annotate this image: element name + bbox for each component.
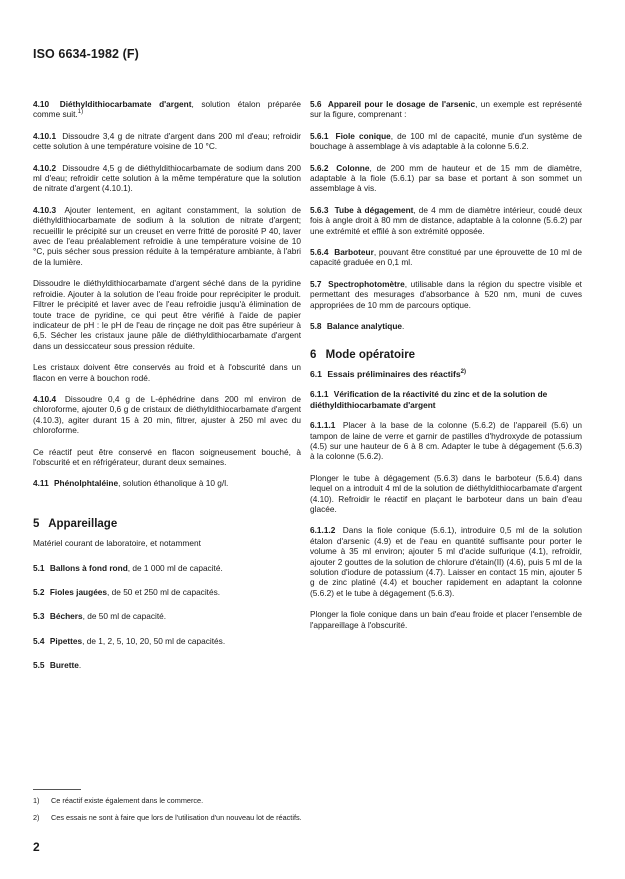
footnotes — [33, 796, 593, 830]
clause-5-4: 5.4 Pipettes, de 1, 2, 5, 10, 20, 50 ml de capacités. — [33, 635, 226, 646]
clause-5-2: 5.2 Fioles jaugées, de 50 et 250 ml de capacités. — [33, 587, 221, 597]
left-column — [33, 99, 301, 685]
clause-5-7: 5.7 Spectrophotomètre, utilisable dans la région du spectre visible et permettant des mesurages d'absorbance à 520 nm, muni de cuves appropriées de 10 mm de parcours optique. — [310, 278, 582, 310]
clause-5-1: 5.1 Ballons à fond rond, de 1 000 ml de capacité. — [33, 562, 223, 573]
clause-4-10: 4.10 Diéthyldithiocarbamate d'argent, solution étalon préparée comme suit.$^{1)}$ — [33, 99, 301, 120]
paragraph-crystals: Les cristaux doivent être conservés au froid et à l'obscurité dans un flacon en verre à bouchon rodé. — [33, 362, 301, 383]
footnote-ref: 2) — [460, 369, 466, 376]
clause-4-10-4: 4.10.4 Dissoudre 0,4 g de L-éphédrine dans 200 ml environ de chloroforme, ajouter 0,6 g de cristaux de diéthyldithiocarbamate d'argent (4.10.3), agiter durant 15 à 20 min, filtrer, ajuster à 250 ml avec du chloroforme. — [33, 393, 301, 436]
paragraph-storage: Ce réactif peut être conservé en flacon soigneusement bouché, à l'obscurité et en réfrigérateur, durant deux semaines. — [33, 446, 301, 467]
clause-5-6-1: 5.6.1 Fiole conique, de 100 ml de capacité, munie d'un système de bouchage à assemblage à vis adaptable à la colonne 5.6.2. — [310, 130, 582, 152]
paragraph-dissolve: Dissoudre le diéthyldithiocarbamate d'argent séché dans de la pyridine refroidie. Ajouter à la solution de l'eau froide pour reprécipiter le produit. Filtrer le précipité et laver avec de l'eau refroidie jusqu'à élimination de toute trace de pyridine, ce qui peut être vérifié à l'aide de papier indicateur de pH : le pH de l'eau de rinçage ne doit pas être supérieur à 6,5. Sécher les cristaux jaune pâle de diéthyldithiocarbamate d'argent dans un dessiccateur sous pression réduite. — [33, 278, 301, 351]
section-6-heading: 6 Mode opératoire — [310, 348, 416, 361]
footnote-2: 2) Ces essais ne sont à faire que lors de l'utilisation d'un nouveau lot de réactifs. — [33, 813, 302, 822]
clause-5-5: 5.5 Burette. — [33, 660, 82, 671]
clause-5-6-3: 5.6.3 Tube à dégagement, de 4 mm de diamètre intérieur, coudé deux fois à angle droit à 80 mm de distance, adaptable à la colonne (5.6.2) par une extrémité et effilé à son extrémité opposée. — [310, 204, 582, 236]
right-column — [310, 99, 582, 641]
footnote-ref: 1) — [77, 109, 84, 116]
section-5-heading: 5 Appareillage — [33, 517, 118, 530]
clause-5-8: 5.8 Balance analytique. — [310, 321, 405, 332]
clause-4-11: 4.11 Phénolphtaléine, solution éthanolique à 10 g/l. — [33, 478, 229, 489]
document-header: ISO 6634-1982 (F) — [33, 47, 139, 61]
clause-4-10-3: 4.10.3 Ajouter lentement, en agitant constamment, la solution de diéthyldithiocarbamate de sodium à la solution de nitrate d'argent; recueillir le précipité sur un creuset en verre fritté de porosité P 40, laver avec de l'eau préalablement refroidie à une température voisine de 10 °C, puis sécher sous pression réduite à la température ambiante, à l'abri de la lumière. — [33, 204, 301, 267]
clause-5-6-4: 5.6.4 Barboteur, pouvant être constitué par une éprouvette de 10 ml de capacité graduée en 0,1 ml. — [310, 247, 582, 268]
clause-4-10-2: 4.10.2 Dissoudre 4,5 g de diéthyldithiocarbamate de sodium dans 200 ml d'eau; refroidir cette solution à la même température que la solution de nitrate d'argent (4.10.1). — [33, 162, 301, 194]
paragraph-plonger-fiole: Plonger la fiole conique dans un bain d'eau froide et placer l'ensemble de l'appareillage à l'obscurité. — [310, 609, 582, 630]
footnote-divider — [33, 789, 81, 790]
paragraph-material: Matériel courant de laboratoire, et notamment — [33, 538, 201, 549]
clause-6-1-1-1: 6.1.1.1 Placer à la base de la colonne (5.6.2) de l'appareil (5.6) un tampon de laine de verre et garnir de pastilles d'hydroxyde de potassium (4.5) sur une hauteur de 6 à 8 cm. Adapter le tube à dégagement (5.6.3) à la colonne (5.6.2). — [310, 420, 582, 462]
section-6-1-1-heading: 6.1.1 Vérification de la réactivité du zinc et de la solution de diéthyldithiocarbamate d'argent — [310, 389, 548, 410]
clause-5-3: 5.3 Béchers, de 50 ml de capacité. — [33, 611, 167, 622]
paragraph-plonger-tube: Plonger le tube à dégagement (5.6.3) dans le barboteur (5.6.4) dans lequel on a introduit 4 ml de la solution de diéthyldithiocarbamate d'argent (4.10). Refroidir le réactif en plaçant le barboteur dans un bain d'eau glacée. — [310, 472, 582, 514]
section-6-1-heading: 6.1 Essais préliminaires des réactifs$^{2)}$ — [310, 368, 466, 379]
footnote-1: 1) Ce réactif existe également dans le commerce. — [33, 796, 204, 805]
clause-6-1-1-2: 6.1.1.2 Dans la fiole conique (5.6.1), introduire 0,5 ml de la solution étalon d'arsenic (4.9) et de l'eau en quantité suffisante pour porter le volume à 35 ml environ; ajouter 5 ml d'acide sulfurique (4.1), refroidir, ajouter 2 gouttes de la solution de chlorure d'étain(II) (4.6), puis 5 ml de la solution d'iodure de potassium (4.7). Laisser en contact 15 min, ajouter 5 g de zinc platiné (4.4) et boucher rapidement en adaptant la colonne (5.6.2) et le tube à dégagement (5.6.3). — [310, 525, 582, 598]
clause-4-10-1: 4.10.1 Dissoudre 3,4 g de nitrate d'argent dans 200 ml d'eau; refroidir cette solution à une température voisine de 10 °C. — [33, 130, 301, 152]
page-number: 2 — [33, 840, 40, 854]
clause-5-6: 5.6 Appareil pour le dosage de l'arsenic, un exemple est représenté sur la figure, comprenant : — [310, 99, 582, 120]
clause-5-6-2: 5.6.2 Colonne, de 200 mm de hauteur et de 15 mm de diamètre, adaptable à la fiole (5.6.1) par sa base et portant à son sommet un assemblage à vis. — [310, 162, 582, 194]
